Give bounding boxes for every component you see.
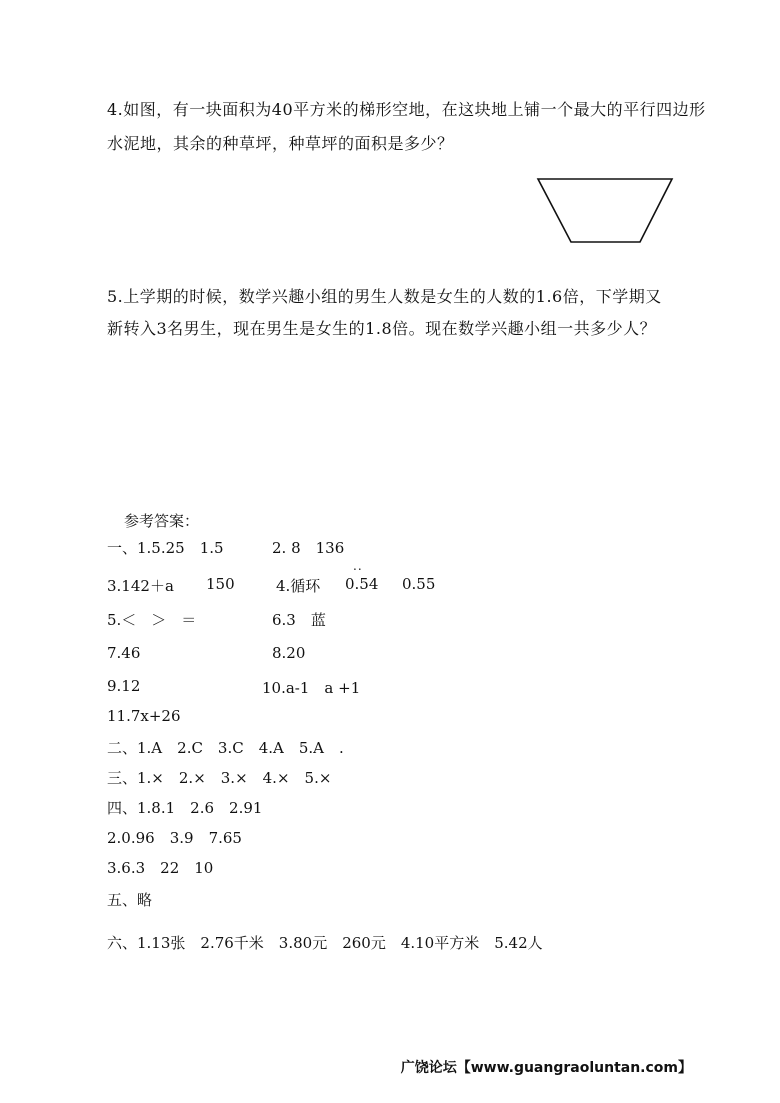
section-4-answers-line-1: 四、1.8.1 2.6 2.91	[107, 799, 263, 817]
answer-3: 3.142＋a	[107, 577, 174, 595]
section-3-answers: 三、1.× 2.× 3.× 4.× 5.×	[107, 769, 332, 787]
section-4-answers-line-3: 3.6.3 22 10	[107, 859, 214, 877]
section-4-answers-line-2: 2.0.96 3.9 7.65	[107, 829, 242, 847]
section-6-answers: 六、1.13张 2.76千米 3.80元 260元 4.10平方米 5.42人	[107, 934, 543, 952]
answer-6: 6.3 蓝	[272, 611, 326, 629]
answer-4-repeating: 0.54	[345, 575, 379, 593]
answer-3-value: 150	[206, 575, 235, 593]
answer-9: 9.12	[107, 677, 141, 695]
answer-4: 4.循环	[276, 577, 321, 595]
answer-2: 2. 8 136	[272, 539, 345, 557]
repeating-decimal-dots: ..	[353, 559, 363, 573]
question-4-line-2: 水泥地，其余的种草坪，种草坪的面积是多少？	[107, 134, 454, 153]
answer-10: 10.a-1 a +1	[262, 679, 361, 697]
answer-5: 5.＜ ＞ ＝	[107, 611, 197, 629]
footer-watermark: 广饶论坛【www.guangraoluntan.com】	[400, 1060, 692, 1076]
answer-11: 11.7x+26	[107, 707, 181, 725]
section-2-answers: 二、1.A 2.C 3.C 4.A 5.A .	[107, 739, 344, 757]
section-5-answers: 五、略	[107, 891, 153, 909]
question-5-line-2: 新转入3名男生，现在男生是女生的1.8倍。现在数学兴趣小组一共多少人？	[107, 319, 657, 338]
answer-4-rounded: 0.55	[402, 575, 436, 593]
question-4-line-1: 4.如图，有一块面积为40平方米的梯形空地，在这块地上铺一个最大的平行四边形	[107, 100, 706, 119]
answer-8: 8.20	[272, 644, 306, 662]
question-5-line-1: 5.上学期的时候，数学兴趣小组的男生人数是女生的人数的1.6倍，下学期又	[107, 287, 662, 306]
answers-heading: 参考答案：	[124, 512, 200, 530]
answer-7: 7.46	[107, 644, 141, 662]
answer-1-part-a: 一、1.5.25 1.5	[107, 539, 224, 557]
trapezoid-figure	[530, 172, 680, 248]
